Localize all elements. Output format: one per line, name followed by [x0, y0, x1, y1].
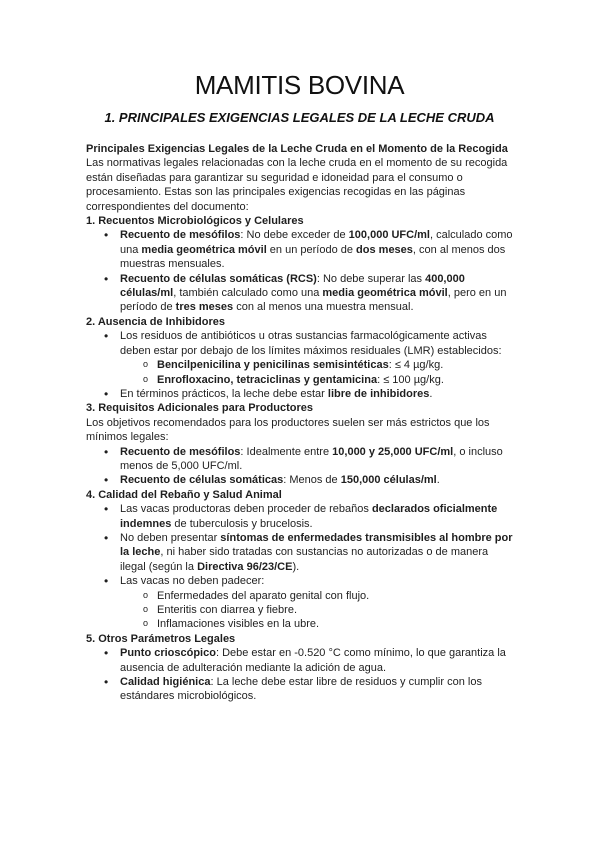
- list-item: • Las vacas productoras deben proceder de rebaños declarados oficialmente indemnes de tuberculosis y brucelosis.: [120, 502, 514, 531]
- list-item: • Recuento de células somáticas: Menos de 150,000 células/ml.: [120, 473, 514, 487]
- sublist-item: o Bencilpenicilina y penicilinas semisintéticas: ≤ 4 µg/kg.: [157, 358, 514, 372]
- section-subtitle: 1. PRINCIPALES EXIGENCIAS LEGALES DE LA LECHE CRUDA: [104, 110, 495, 125]
- sublist-item: o Enteritis con diarrea y fiebre.: [157, 603, 514, 617]
- section-heading-1: 1. Recuentos Microbiológicos y Celulares: [86, 215, 304, 228]
- document-body: [86, 142, 514, 704]
- section-3-paragraph: Los objetivos recomendados para los productores suelen ser más estrictos que los mínimos legales:: [86, 416, 490, 444]
- section-3-list: [86, 445, 514, 488]
- section-1-list: [86, 228, 514, 314]
- sublist-item: o Inflamaciones visibles en la ubre.: [157, 617, 514, 631]
- intro-paragraph: Las normativas legales relacionadas con la leche cruda en el momento de su recogida están diseñadas para garantizar su seguridad e idoneidad para el consumo o procesamiento. Estas son las principales exigencias recogidas en las páginas correspondientes del documento:: [86, 157, 508, 213]
- sublist-item: o Enfermedades del aparato genital con flujo.: [157, 589, 514, 603]
- section-4-list: [86, 502, 514, 632]
- section-heading-3: 3. Requisitos Adicionales para Productores: [86, 402, 313, 415]
- sublist: [120, 358, 514, 387]
- list-item: • Recuento de mesófilos: Idealmente entre 10,000 y 25,000 UFC/ml, o incluso menos de 5,000 UFC/ml.: [120, 445, 514, 474]
- section-heading-4: 4. Calidad del Rebaño y Salud Animal: [86, 488, 282, 501]
- list-item: • Recuento de mesófilos: No debe exceder de 100,000 UFC/ml, calculado como una media geométrica móvil en un período de dos meses, con al menos dos muestras mensuales.: [120, 228, 514, 271]
- list-item: • No deben presentar síntomas de enfermedades transmisibles al hombre por la leche, ni haber sido tratadas con sustancias no autorizadas o de manera ilegal (según la Directiva 96/23/CE).: [120, 531, 514, 574]
- sublist-item: o Enrofloxacino, tetraciclinas y gentamicina: ≤ 100 µg/kg.: [157, 373, 514, 387]
- list-item: • Calidad higiénica: La leche debe estar libre de residuos y cumplir con los estándares microbiológicos.: [120, 675, 514, 704]
- document-title: MAMITIS BOVINA: [194, 70, 405, 100]
- list-item: • Los residuos de antibióticos u otras sustancias farmacológicamente activas deben estar por debajo de los límites máximos residuales (LMR) establecidos: o Bencilpenicilina y penicilinas semisintéticas: ≤ 4 µg/kg. o Enrofloxacino, tetraciclinas y gentamicina: ≤ 100 µg/kg.: [120, 329, 514, 387]
- list-item: • Las vacas no deben padecer: o Enfermedades del aparato genital con flujo. o Enteritis con diarrea y fiebre. o Inflamaciones visibles en la ubre.: [120, 574, 514, 632]
- list-item: • Punto crioscópico: Debe estar en -0.520 °C como mínimo, lo que garantiza la ausencia de adulteración mediante la adición de agua.: [120, 646, 514, 675]
- intro-heading: Principales Exigencias Legales de la Leche Cruda en el Momento de la Recogida: [86, 143, 508, 155]
- section-heading-2: 2. Ausencia de Inhibidores: [86, 315, 225, 328]
- list-item: • En términos prácticos, la leche debe estar libre de inhibidores.: [120, 387, 514, 401]
- list-item: • Recuento de células somáticas (RCS): No debe superar las 400,000 células/ml, también calculado como una media geométrica móvil, pero en un período de tres meses con al menos una muestra mensual.: [120, 272, 514, 315]
- sublist: [120, 589, 514, 632]
- section-5-list: [86, 646, 514, 704]
- section-2-list: [86, 329, 514, 401]
- section-heading-5: 5. Otros Parámetros Legales: [86, 632, 236, 645]
